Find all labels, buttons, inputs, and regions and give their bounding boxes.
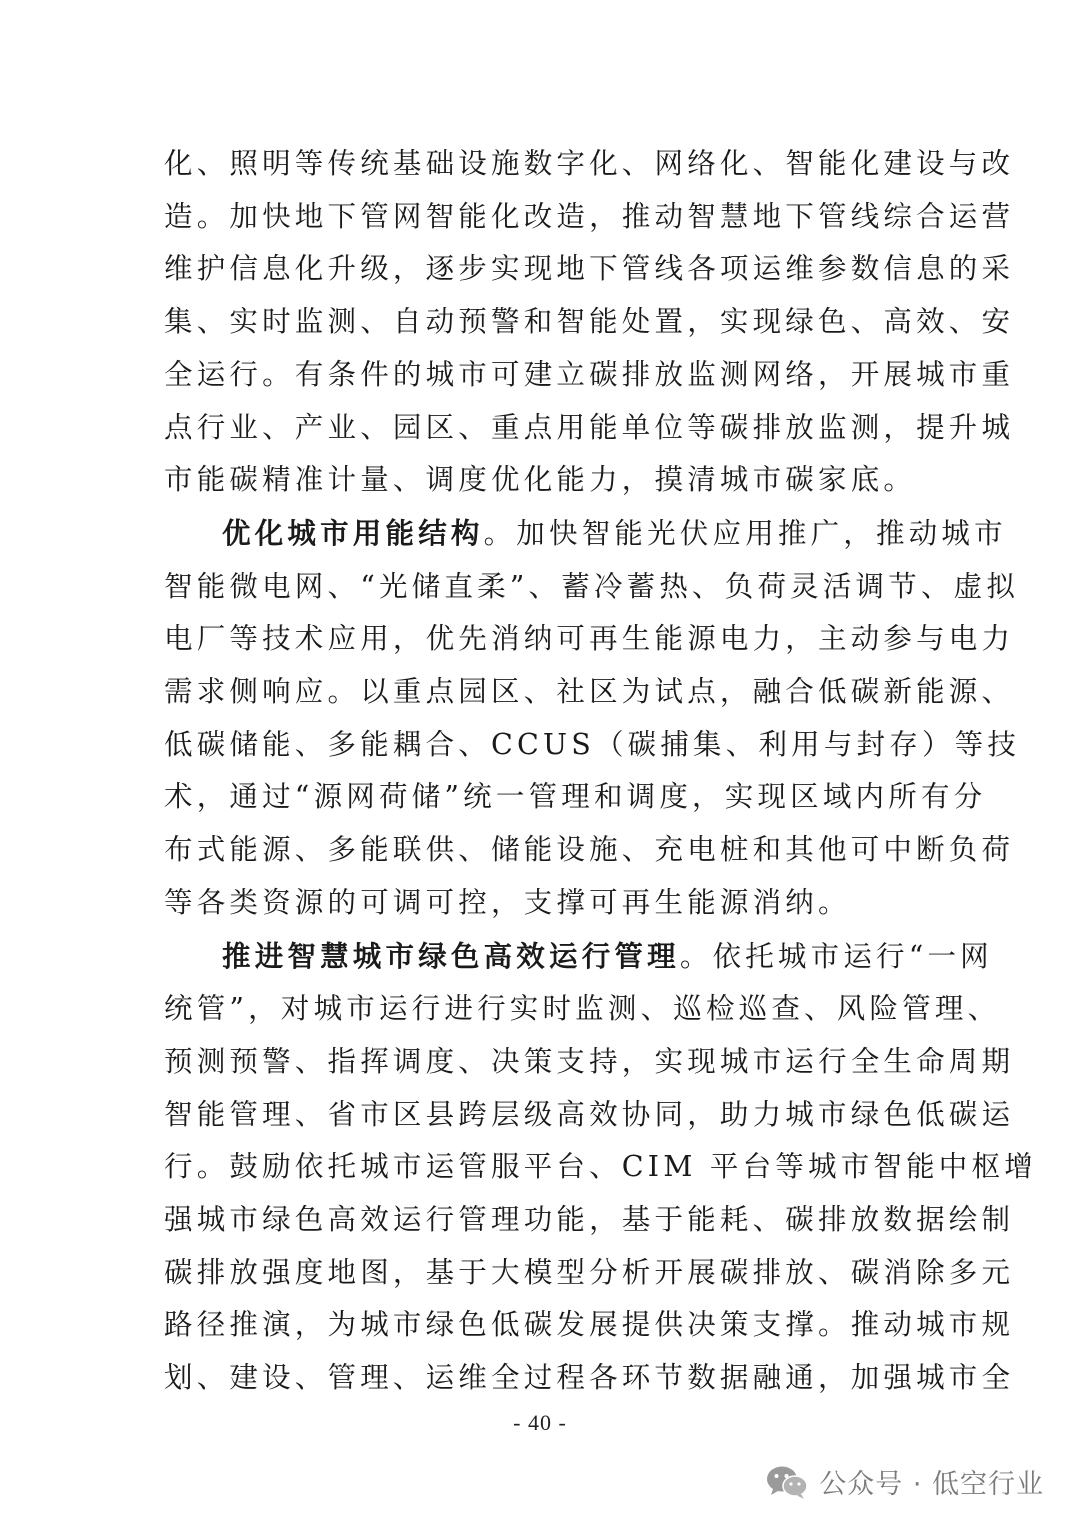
watermark-label: 公众号 · 低空行业 — [819, 1469, 1044, 1500]
wechat-icon — [765, 1464, 809, 1500]
text-line: 路径推演，为城市绿色低碳发展提供决策支撑。推动城市规 — [164, 1308, 1015, 1342]
watermark — [765, 1462, 1044, 1501]
page-number: - 40 - — [513, 1410, 567, 1435]
text-line — [164, 930, 993, 984]
text-line: 布式能源、多能联供、储能设施、充电桩和其他可中断负荷 — [164, 833, 1015, 867]
paragraph-3 — [164, 930, 1037, 1405]
text-line: 行。鼓励依托城市运管服平台、CIM 平台等城市智能中枢增 — [164, 1150, 1037, 1184]
text-line: 需求侧响应。以重点园区、社区为试点，融合低碳新能源、 — [164, 675, 1015, 709]
text-line: 碳排放强度地图，基于大模型分析开展碳排放、碳消除多元 — [164, 1255, 1015, 1289]
text-line: 集、实时监测、自动预警和智能处置，实现绿色、高效、安 — [164, 305, 1015, 339]
text-line: 化、照明等传统基础设施数字化、网络化、智能化建设与改 — [164, 147, 1015, 180]
text-line: 强城市绿色高效运行管理功能，基于能耗、碳排放数据绘制 — [164, 1203, 1015, 1237]
document-body — [164, 138, 1037, 1405]
text-line: 市能碳精准计量、调度优化能力，摸清城市碳家底。 — [164, 463, 917, 497]
paragraph-1 — [164, 138, 1015, 507]
text-line: 术，通过“源网荷储”统一管理和调度，实现区域内所有分 — [164, 780, 987, 814]
text-line: 维护信息化升级，逐步实现地下管线各项运维参数信息的采 — [164, 252, 1015, 286]
text-line: 全运行。有条件的城市可建立碳排放监测网络，开展城市重 — [164, 357, 1015, 391]
text-line: 智能微电网、“光储直柔”、蓄冷蓄热、负荷灵活调节、虚拟 — [164, 569, 1020, 603]
heading-continuation: 。加快智能光伏应用推广，推动城市 — [483, 516, 1007, 550]
text-line: 预测预警、指挥调度、决策支持，实现城市运行全生命周期 — [164, 1044, 1015, 1078]
text-line: 智能管理、省市区县跨层级高效协同，助力城市绿色低碳运 — [164, 1097, 1015, 1131]
text-line: 点行业、产业、园区、重点用能单位等碳排放监测，提升城 — [164, 410, 1015, 444]
text-line: 等各类资源的可调可控，支撑可再生能源消纳。 — [164, 885, 851, 919]
text-line: 电厂等技术应用，优先消纳可再生能源电力，主动参与电力 — [164, 622, 1015, 656]
paragraph-heading: 推进智慧城市绿色高效运行管理 — [222, 938, 680, 973]
text-line: 造。加快地下管网智能化改造，推动智慧地下管线综合运营 — [164, 199, 1015, 233]
paragraph-heading: 优化城市用能结构 — [222, 515, 484, 550]
text-line — [164, 507, 1007, 561]
text-line: 统管”，对城市运行进行实时监测、巡检巡查、风险管理、 — [164, 992, 1001, 1026]
paragraph-2 — [164, 507, 1021, 930]
text-line: 低碳储能、多能耦合、CCUS（碳捕集、利用与封存）等技 — [164, 727, 1021, 761]
text-line: 划、建设、管理、运维全过程各环节数据融通，加强城市全 — [164, 1361, 1015, 1395]
heading-continuation: 。依托城市运行“一网 — [679, 939, 993, 973]
